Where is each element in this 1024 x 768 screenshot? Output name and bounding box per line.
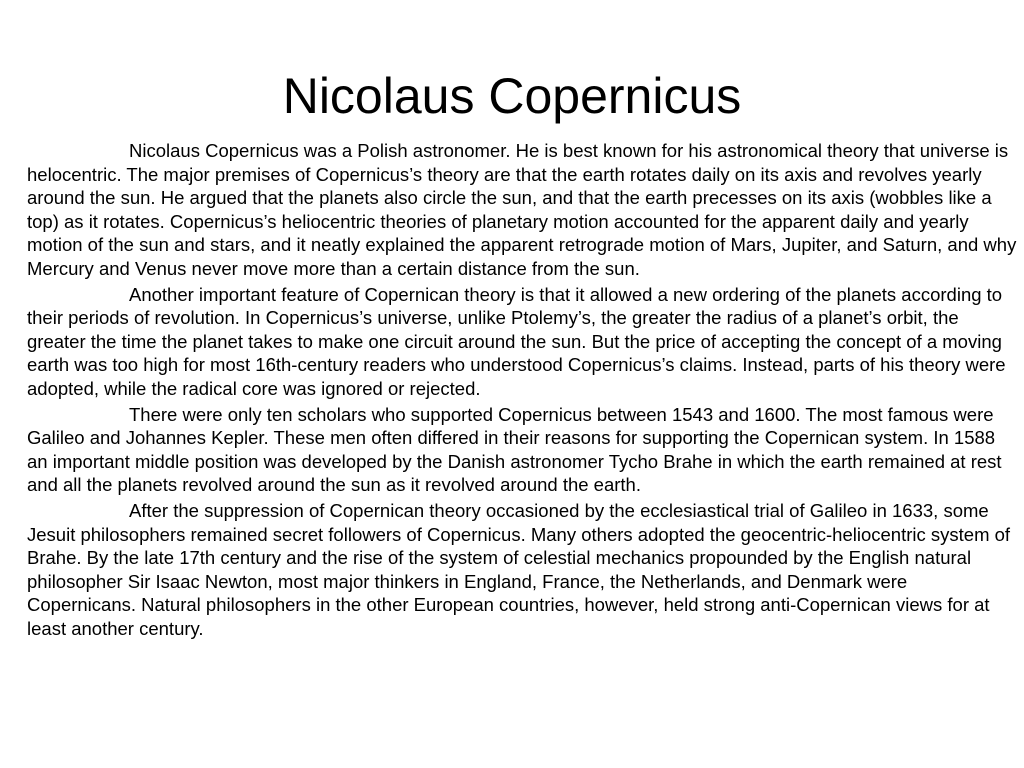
body-paragraph-4: After the suppression of Copernican theory occasioned by the ecclesiastical trial of Galileo in 1633, some Jesuit philosophers remained secret followers of Copernicus. Many others adopted the geocentric-heliocentric system of Brahe. By the late 17th century and the rise of the system of celestial mechanics propounded by the English natural philosopher Sir Isaac Newton, most major thinkers in England, France, the Netherlands, and Denmark were Copernicans. Natural philosophers in the other European countries, however, held strong anti-Copernican views for at least another century. <box>27 499 1011 639</box>
body-paragraph-1: Nicolaus Copernicus was a Polish astronomer. He is best known for his astronomical theory that universe is helocentric. The major premises of Copernicus’s theory are that the earth rotates daily on its axis and revolves yearly around the sun. He argued that the planets also circle the sun, and that the earth precesses on its axis (wobbles like a top) as it rotates. Copernicus’s heliocentric theories of planetary motion accounted for the apparent daily and yearly motion of the sun and stars, and it neatly explained the apparent retrograde motion of Mars, Jupiter, and Saturn, and why Mercury and Venus never move more than a certain distance from the sun. <box>27 140 1017 279</box>
slide-title: Nicolaus Copernicus <box>282 68 742 124</box>
body-paragraph-3: There were only ten scholars who supported Copernicus between 1543 and 1600. The most famous were Galileo and Johannes Kepler. These men often differed in their reasons for supporting the Copernican system. In 1588 an important middle position was developed by the Danish astronomer Tycho Brahe in which the earth remained at rest and all the planets revolved around the sun as it revolved around the earth. <box>27 403 1002 496</box>
body-paragraph-2: Another important feature of Copernican theory is that it allowed a new ordering of the planets according to their periods of revolution. In Copernicus’s universe, unlike Ptolemy’s, the greater the radius of a planet’s orbit, the greater the time the planet takes to make one circuit around the sun. But the price of accepting the concept of a moving earth was too high for most 16th-century readers who understood Copernicus’s claims. Instead, parts of his theory were adopted, while the radical core was ignored or rejected. <box>27 283 1006 399</box>
slide-body <box>27 139 1019 642</box>
